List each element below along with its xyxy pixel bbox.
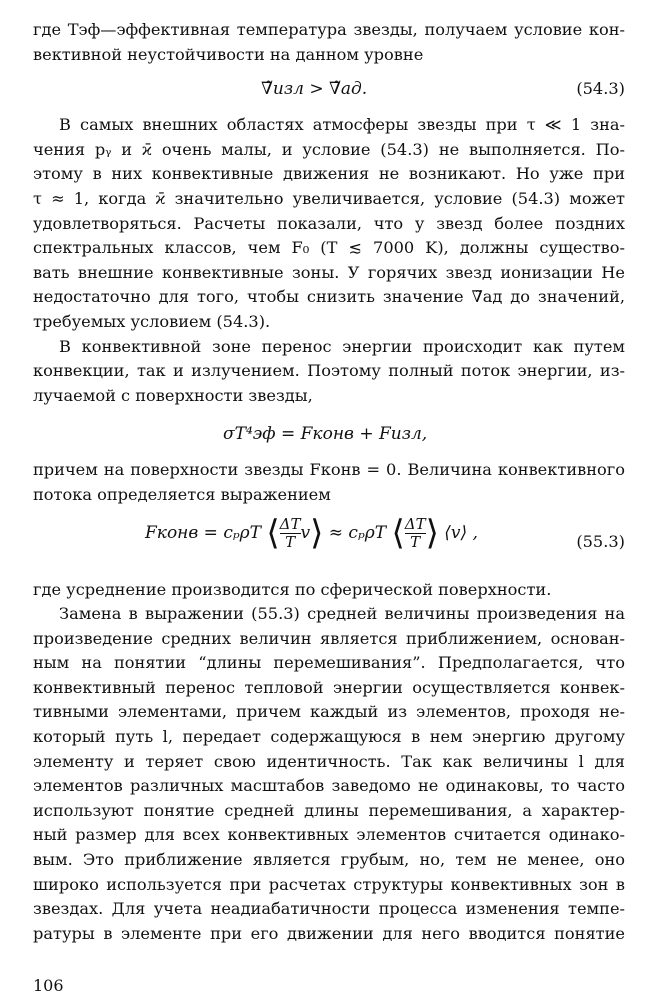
text-line: широко используется при расчетах структуры конвективных зон в <box>33 874 625 894</box>
text-line: конвективный перенос тепловой энергии осуществляется конвек- <box>33 677 625 697</box>
text-line: ный размер для всех конвективных элементов считается одинако- <box>33 825 625 845</box>
text-line: В конвективной зоне перенос энергии происходит как путем <box>59 336 625 356</box>
formula-54-3 <box>33 67 625 113</box>
formula-tail: ⟨v⟩ , <box>444 522 478 543</box>
text-line: элементу и теряет свою идентичность. Так как величины l для <box>33 751 625 771</box>
text-line: тивными элементами, причем каждый из элементов, проходя не- <box>33 702 625 722</box>
text-line: произведение средних величин является приближением, основан- <box>33 628 625 648</box>
text-line: недостаточно для того, чтобы снизить значение ∇̃ад до значений, <box>33 287 625 307</box>
text-line: этому в них конвективные движения не возникают. Но уже при <box>33 164 625 184</box>
text-line: τ ≈ 1, когда ϰ̄ значительно увеличивается, условие (54.3) может <box>33 188 625 208</box>
fraction-numerator: ΔT <box>279 514 301 533</box>
text-line: звездах. Для учета неадиабатичности процесса изменения темпе- <box>33 899 625 919</box>
text-line: где усреднение производится по сферической поверхности. <box>33 579 552 599</box>
text-line: вым. Это приближение является грубым, но, тем не менее, оно <box>33 850 625 870</box>
text-line: спектральных классов, чем F₀ (T ≲ 7000 K), должны существо- <box>33 238 625 258</box>
text-line: конвекции, так и излучением. Поэтому полный поток энергии, из- <box>33 361 625 381</box>
fraction <box>280 516 301 551</box>
formula-expression: Fконв = cₚρT ⟨ $\frac{\Delta T}{T}$ v⟩ ≈ cₚρT ⟨ $\frac{\Delta T}{T}$ ⟩ ⟨v⟩ , <box>145 512 478 553</box>
formula-approx: ≈ cₚρT <box>328 522 387 543</box>
text-line: удовлетворяться. Расчеты показали, что у звезд более поздних <box>33 213 625 233</box>
fraction-numerator: ΔT <box>404 514 426 533</box>
fraction-denominator: T <box>280 533 301 551</box>
text-line: ратуры в элементе при его движении для него вводится понятие <box>33 923 625 943</box>
formula-velocity: v <box>300 522 311 543</box>
formula-expression: σT⁴эф = Fконв + Fизл, <box>223 424 428 445</box>
text-line: потока определяется выражением <box>33 484 331 504</box>
formula-flux <box>33 408 625 458</box>
text-line: элементов различных масштабов заведомо не одинаковы, то часто <box>33 776 625 796</box>
formula-expression: ∇̃изл > ∇̃ад. <box>261 79 368 100</box>
text-line: вать внешние конвективные зоны. У горячих звезд ионизации He <box>33 262 625 282</box>
page-number: 106 <box>33 976 64 995</box>
equation-number: (55.3) <box>576 531 625 551</box>
text-line: лучаемой с поверхности звезды, <box>33 385 313 405</box>
formula-55-3 <box>33 508 625 578</box>
text-line: используют понятие средней длины перемешивания, а характер- <box>33 800 625 820</box>
equation-number: (54.3) <box>576 79 625 99</box>
page-body <box>33 18 625 946</box>
fraction <box>405 516 426 551</box>
text-line: вективной неустойчивости на данном уровне <box>33 44 424 64</box>
text-line: где Tэф—эффективная температура звезды, получаем условие кон- <box>33 20 625 39</box>
text-line: В самых внешних областях атмосферы звезды при τ ≪ 1 зна- <box>59 115 625 135</box>
formula-lhs: Fконв = cₚρT <box>145 522 261 543</box>
fraction-denominator: T <box>405 533 426 551</box>
text-line: который путь l, передает содержащуюся в нем энергию другому <box>33 727 625 747</box>
text-line: чения pᵧ и ϰ̄ очень малы, и условие (54.3) не выполняется. По- <box>33 139 625 159</box>
text-line: Замена в выражении (55.3) средней величины произведения на <box>59 604 625 624</box>
text-line: требуемых условием (54.3). <box>33 311 271 331</box>
text-line: ным на понятии “длины перемешивания”. Предполагается, что <box>33 653 625 673</box>
text-line: причем на поверхности звезды Fконв = 0. Величина конвективного <box>33 460 625 480</box>
